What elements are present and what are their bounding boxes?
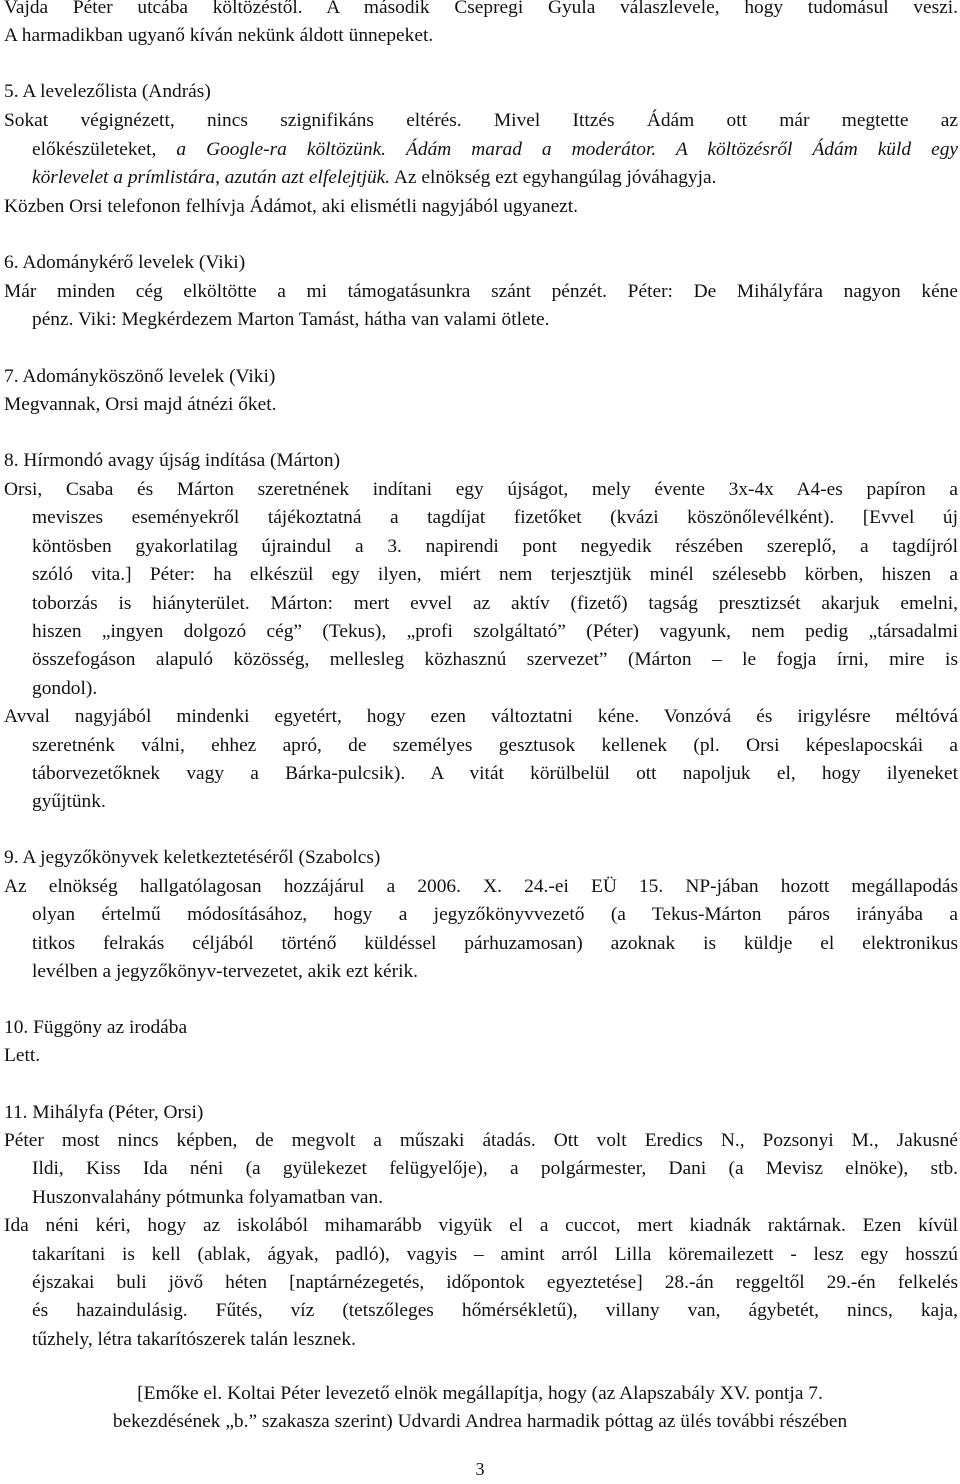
text-line: Már minden cég elköltötte a mi támogatásunkra szánt pénzét. Péter: De Mihályfára nagyon kéne: [4, 281, 958, 302]
text-line: tűzhely, létra takarítószerek talán lesznek.: [32, 1329, 356, 1350]
section-heading: 8. Hírmondó avagy újság indítása (Márton): [4, 450, 341, 471]
text-line: szóló vita.] Péter: ha elkészül egy ilyen, miért nem terjesztjük minél szélesebb körben, hiszen a: [32, 564, 958, 585]
text-line: táborvezetőknek vagy a Bárka-pulcsik). A vitát körülbelül ott napoljuk el, hogy ilyeneket: [32, 763, 958, 784]
section-heading: 5. A levelezőlista (András): [4, 81, 211, 102]
text-line: pénz. Viki: Megkérdezem Marton Tamást, hátha van valami ötlete.: [32, 309, 550, 330]
bracket-note-line: bekezdésének „b.” szakasza szerint) Udvardi Andrea harmadik póttag az ülés további részében: [112, 1411, 848, 1432]
text-line: összefogáson alapuló közösség, mellesleg közhasznú szervezet” (Márton – le fogja írni, mire is: [32, 649, 958, 670]
text-line: éjszakai buli jövő héten [naptárnézegetés, időpontok egyeztetése] 28.-án reggeltől 29.-én felkelés: [32, 1272, 958, 1293]
text-line: takarítani is kell (ablak, ágyak, padló), vagyis – amint arról Lilla köremailezett - lesz egy hosszú: [32, 1244, 958, 1265]
section-heading: 11. Mihályfa (Péter, Orsi): [4, 1102, 204, 1123]
text-span: Az elnökség ezt egyhangúlag jóváhagyja.: [390, 167, 717, 188]
text-line: [32, 136, 958, 165]
text-line: Megvannak, Orsi majd átnézi őket.: [4, 394, 277, 415]
text-line: Huszonvalahány pótmunka folyamatban van.: [32, 1187, 384, 1208]
section-heading: 9. A jegyzőkönyvek keletkeztetéséről (Szabolcs): [4, 847, 381, 868]
text-line: olyan értelmű módosításához, hogy a jegyzőkönyvvezető (a Tekus-Márton páros irányába a: [32, 904, 958, 925]
text-line: Ildi, Kiss Ida néni (a gyülekezet felügyelője), a polgármester, Dani (a Mevisz elnöke), stb.: [32, 1158, 958, 1179]
italic-text: körlevelet a prímlistára, azután azt elfelejtjük.: [32, 167, 391, 188]
text-line: gondol).: [32, 678, 98, 699]
text-line: A harmadikban ugyanő kíván nekünk áldott ünnepeket.: [4, 25, 434, 46]
section-heading: 10. Függöny az irodába: [4, 1017, 188, 1038]
text-line: levélben a jegyzőkönyv-tervezetet, akik ezt kérik.: [32, 961, 419, 982]
text-line: hiszen „ingyen dolgozó cég” (Tekus), „profi szolgáltató” (Péter) vagyunk, nem pedig „társadalmi: [32, 621, 958, 642]
text-span: előkészületeket,: [32, 139, 177, 160]
section-heading: 7. Adományköszönő levelek (Viki): [4, 366, 276, 387]
bracket-note-line: [Emőke el. Koltai Péter levezető elnök megállapítja, hogy (az Alapszabály XV. pontja 7.: [137, 1383, 823, 1404]
text-line: szeretnénk válni, ehhez apró, de személyes gesztusok kellenek (pl. Orsi képeslapocskái a: [32, 735, 958, 756]
section-heading: 6. Adománykérő levelek (Viki): [4, 252, 246, 273]
text-line: Orsi, Csaba és Márton szeretnének indítani egy újságot, mely évente 3x-4x A4-es papíron a: [4, 479, 958, 500]
text-line: és hazaindulásig. Fűtés, víz (tetszőleges hőmérsékletű), villany van, ágybetét, nincs, kaja,: [32, 1300, 958, 1321]
text-line: gyűjtünk.: [32, 791, 106, 812]
text-line: titkos felrakás céljából történő küldéssel párhuzamosan) azoknak is küldje el elektronikus: [32, 933, 958, 954]
text-line: Péter most nincs képben, de megvolt a műszaki átadás. Ott volt Eredics N., Pozsonyi M., Jakusné: [4, 1130, 958, 1151]
text-line: toborzás is hiányterület. Márton: mert evvel az aktív (fizető) tagság presztizsét akarjuk emelni,: [32, 593, 958, 614]
text-line: Avval nagyjából mindenki egyetért, hogy ezen változtatni kéne. Vonzóvá és irigylésre méltóvá: [4, 706, 958, 727]
text-line: Vajda Péter utcába költözéstől. A második Csepregi Gyula válaszlevele, hogy tudomásul veszi.: [4, 0, 958, 18]
text-line: Az elnökség hallgatólagosan hozzájárul a 2006. X. 24.-ei EÜ 15. NP-jában hozott megállapodás: [4, 876, 958, 897]
text-line: Ida néni kéri, hogy az iskolából mihamarább vigyük el a cuccot, mert kiadnák raktárnak. Ezen kívül: [4, 1215, 958, 1236]
text-line: Sokat végignézett, nincs szignifikáns eltérés. Mivel Ittzés Ádám ott már megtette az: [4, 110, 958, 131]
text-line: köntösben gyakorlatilag újraindul a 3. napirendi pont negyedik részében szereplő, a tagdíjról: [32, 536, 958, 557]
page-number: 3: [475, 1459, 485, 1479]
text-line: Lett.: [4, 1045, 41, 1066]
text-line: [32, 164, 716, 193]
text-line: meviszes eseményekről tájékoztatná a tagdíjat fizetőket (kvázi köszönőlevélként). [Evvel új: [32, 507, 958, 528]
text-line: Közben Orsi telefonon felhívja Ádámot, aki elismétli nagyjából ugyanezt.: [4, 196, 579, 217]
italic-text: a Google-ra költözünk. Ádám marad a moderátor. A költözésről Ádám küld egy: [176, 139, 958, 160]
